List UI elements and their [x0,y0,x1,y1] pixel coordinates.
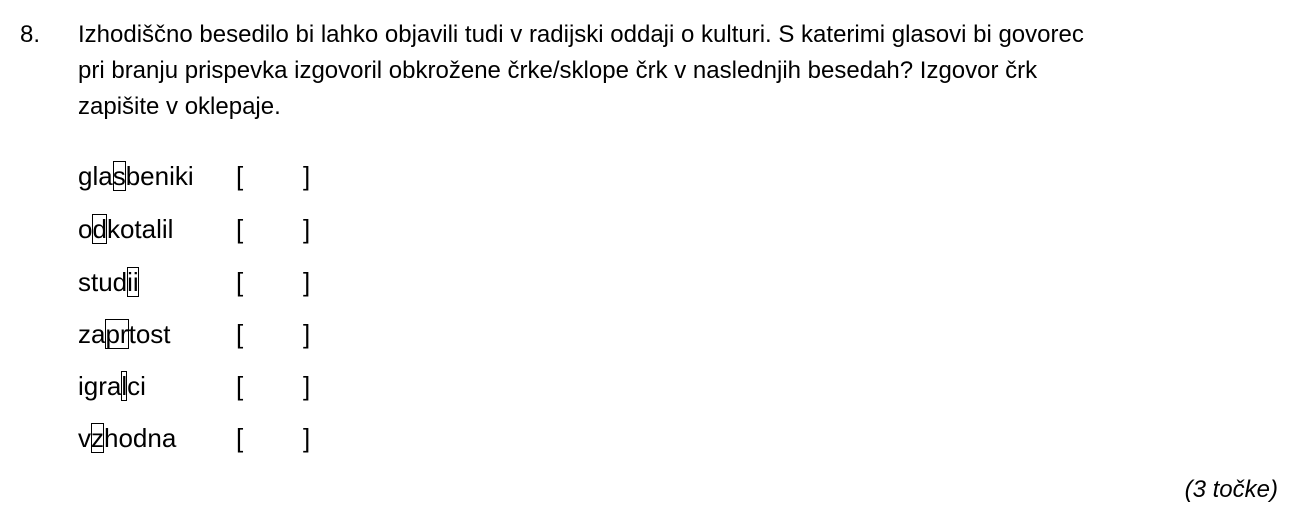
circled-letters: d [92,214,107,244]
open-bracket: [ [236,161,244,191]
open-bracket: [ [236,371,244,401]
close-bracket: ] [303,267,311,297]
close-bracket: ] [303,319,311,349]
close-bracket: ] [303,371,311,401]
circled-letters: z [91,423,104,453]
open-bracket: [ [236,319,244,349]
close-bracket: ] [303,214,311,244]
word: odkotalil [78,214,174,244]
open-bracket: [ [236,423,244,453]
open-bracket: [ [236,214,244,244]
circled-letters: pr [105,319,129,349]
word: zaprtost [78,319,171,349]
points-label: (3 točke) [1184,476,1278,503]
circled-letters: ii [127,267,139,297]
word: igralci [78,371,146,401]
word: glasbeniki [78,161,194,191]
open-bracket: [ [236,267,244,297]
question-text [78,17,1278,125]
close-bracket: ] [303,423,311,453]
circled-letters: l [121,371,128,401]
question-text-line: zapišite v oklepaje. [78,93,281,120]
question-text-line: pri branju prispevka izgovoril obkrožene črke/sklope črk v naslednjih besedah? Izgovor črk [78,57,1038,84]
circled-letters: s [112,161,126,191]
question-number: 8. [20,21,41,48]
close-bracket: ] [303,161,311,191]
question-text-line: Izhodiščno besedilo bi lahko objavili tudi v radijski oddaji o kulturi. S katerimi glasovi bi govorec [78,21,1084,48]
word: vzhodna [78,423,177,453]
word: studii [78,267,139,297]
